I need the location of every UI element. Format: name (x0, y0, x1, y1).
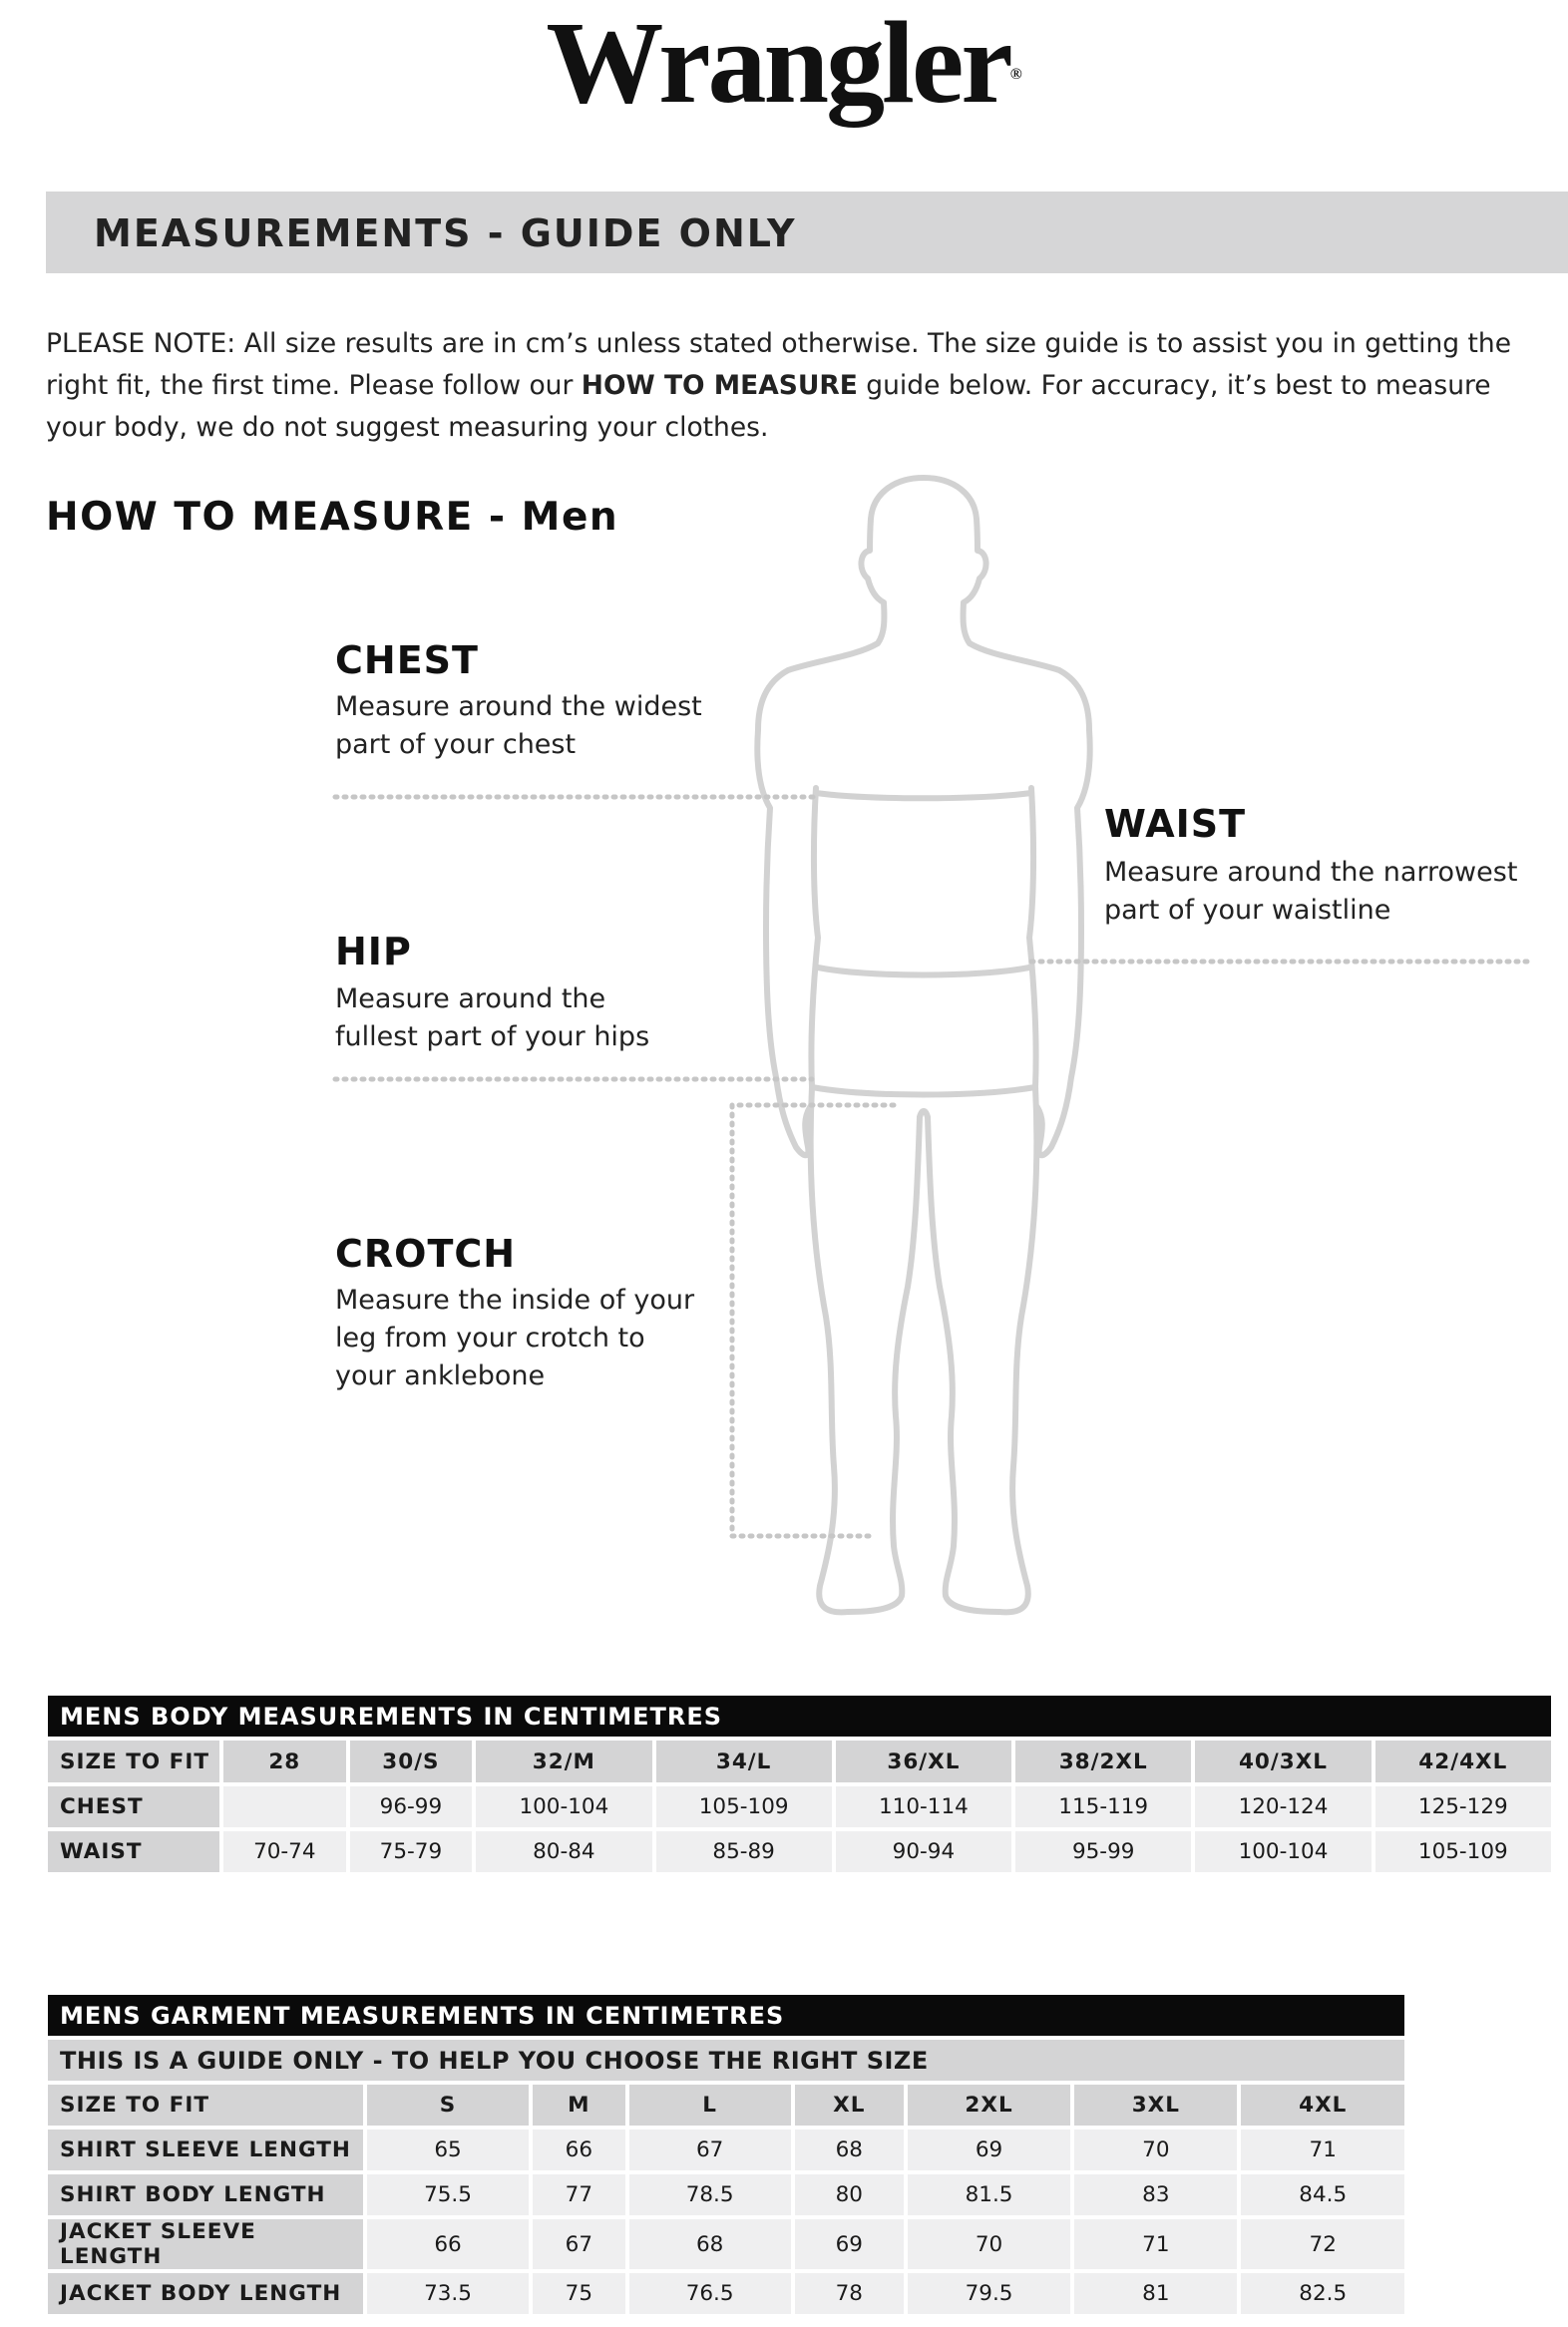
crotch-description (335, 1282, 694, 1395)
row-label: SHIRT SLEEVE LENGTH (48, 2130, 363, 2170)
header-cell: 42/4XL (1375, 1741, 1551, 1782)
table-header-row (48, 1741, 1551, 1782)
header-cell: 36/XL (836, 1741, 1011, 1782)
row-label: WAIST (48, 1831, 219, 1872)
hip-label: HIP (335, 930, 412, 973)
table-header-row (48, 2085, 1404, 2126)
waist-desc-line-2: part of your waistline (1104, 895, 1391, 926)
table-cell (223, 1786, 346, 1827)
table-cell: 84.5 (1241, 2174, 1404, 2215)
table-row (48, 2219, 1404, 2269)
table-cell: 82.5 (1241, 2273, 1404, 2314)
table-row (48, 2174, 1404, 2215)
table-cell: 80-84 (476, 1831, 651, 1872)
chest-desc-line-2: part of your chest (335, 729, 577, 760)
waist-description (1104, 854, 1517, 930)
table-cell: 105-109 (1375, 1831, 1551, 1872)
table-cell: 105-109 (656, 1786, 832, 1827)
table-cell: 69 (795, 2219, 904, 2269)
table-cell: 75.5 (367, 2174, 529, 2215)
table-cell: 76.5 (629, 2273, 791, 2314)
table-cell: 90-94 (836, 1831, 1011, 1872)
row-label: JACKET SLEEVE LENGTH (48, 2219, 363, 2269)
header-cell: L (629, 2085, 791, 2126)
row-label: SHIRT BODY LENGTH (48, 2174, 363, 2215)
table-cell: 72 (1241, 2219, 1404, 2269)
note-text-1: PLEASE NOTE: All size results are in cm’s unless stated otherwise. The size guide is to assist you in getting the right fit, the first time. Please follow our (46, 328, 1512, 401)
garment-table-title: MENS GARMENT MEASUREMENTS IN CENTIMETRES (48, 1995, 1404, 2036)
table-cell: 100-104 (476, 1786, 651, 1827)
table-cell: 115-119 (1015, 1786, 1191, 1827)
table-cell: 100-104 (1195, 1831, 1371, 1872)
header-cell: 4XL (1241, 2085, 1404, 2126)
body-measurements-table (44, 1692, 1555, 1876)
garment-table-subtitle: THIS IS A GUIDE ONLY - TO HELP YOU CHOOSE THE RIGHT SIZE (48, 2040, 1404, 2081)
table-cell: 80 (795, 2174, 904, 2215)
note-text-2: guide below. For accuracy, it’s best to measure your body, we do not suggest measuring your clothes. (46, 370, 1491, 443)
table-cell: 68 (795, 2130, 904, 2170)
table-cell: 68 (629, 2219, 791, 2269)
hip-desc-line-2: fullest part of your hips (335, 1021, 650, 1052)
table-cell: 69 (908, 2130, 1070, 2170)
table-cell: 66 (367, 2219, 529, 2269)
header-cell: 2XL (908, 2085, 1070, 2126)
table-cell: 70 (908, 2219, 1070, 2269)
table-cell: 65 (367, 2130, 529, 2170)
crotch-desc-line-1: Measure the inside of your (335, 1285, 695, 1316)
body-table-title: MENS BODY MEASUREMENTS IN CENTIMETRES (48, 1696, 1551, 1737)
table-cell: 66 (533, 2130, 625, 2170)
logo-text: Wrangler (546, 0, 1010, 128)
table-row (48, 1831, 1551, 1872)
banner-title: MEASUREMENTS - GUIDE ONLY (94, 211, 797, 255)
header-cell: SIZE TO FIT (48, 2085, 363, 2126)
header-cell: SIZE TO FIT (48, 1741, 219, 1782)
hip-description (335, 980, 649, 1056)
note-text-bold: HOW TO MEASURE (581, 370, 858, 401)
table-row (48, 2130, 1404, 2170)
table-cell: 71 (1074, 2219, 1237, 2269)
table-cell: 81.5 (908, 2174, 1070, 2215)
header-cell: 30/S (350, 1741, 473, 1782)
table-cell: 70 (1074, 2130, 1237, 2170)
table-cell: 96-99 (350, 1786, 473, 1827)
waist-desc-line-1: Measure around the narrowest (1104, 857, 1518, 888)
header-cell: S (367, 2085, 529, 2126)
header-cell: 40/3XL (1195, 1741, 1371, 1782)
crotch-desc-line-2: leg from your crotch to (335, 1323, 645, 1354)
row-label: JACKET BODY LENGTH (48, 2273, 363, 2314)
hip-desc-line-1: Measure around the (335, 983, 606, 1014)
table-row (48, 1786, 1551, 1827)
table-cell: 95-99 (1015, 1831, 1191, 1872)
table-cell: 70-74 (223, 1831, 346, 1872)
table-row (48, 2273, 1404, 2314)
chest-label: CHEST (335, 638, 479, 682)
chest-description (335, 688, 702, 764)
waist-label: WAIST (1104, 802, 1247, 846)
crotch-desc-line-3: your anklebone (335, 1360, 546, 1391)
header-cell: 28 (223, 1741, 346, 1782)
table-cell: 83 (1074, 2174, 1237, 2215)
header-cell: 3XL (1074, 2085, 1237, 2126)
how-to-measure-title: HOW TO MEASURE - Men (46, 495, 619, 540)
table-cell: 79.5 (908, 2273, 1070, 2314)
header-cell: 38/2XL (1015, 1741, 1191, 1782)
chest-desc-line-1: Measure around the widest (335, 691, 702, 722)
table-cell: 120-124 (1195, 1786, 1371, 1827)
header-cell: 32/M (476, 1741, 651, 1782)
table-cell: 75 (533, 2273, 625, 2314)
table-cell: 110-114 (836, 1786, 1011, 1827)
crotch-label: CROTCH (335, 1232, 517, 1276)
header-cell: 34/L (656, 1741, 832, 1782)
table-cell: 78.5 (629, 2174, 791, 2215)
table-cell: 125-129 (1375, 1786, 1551, 1827)
row-label: CHEST (48, 1786, 219, 1827)
registered-mark: ® (1009, 66, 1022, 83)
header-cell: M (533, 2085, 625, 2126)
table-cell: 67 (629, 2130, 791, 2170)
table-cell: 67 (533, 2219, 625, 2269)
header-cell: XL (795, 2085, 904, 2126)
table-cell: 81 (1074, 2273, 1237, 2314)
table-cell: 78 (795, 2273, 904, 2314)
table-cell: 75-79 (350, 1831, 473, 1872)
table-cell: 73.5 (367, 2273, 529, 2314)
garment-measurements-table (44, 1991, 1408, 2318)
table-cell: 77 (533, 2174, 625, 2215)
table-cell: 85-89 (656, 1831, 832, 1872)
table-cell: 71 (1241, 2130, 1404, 2170)
